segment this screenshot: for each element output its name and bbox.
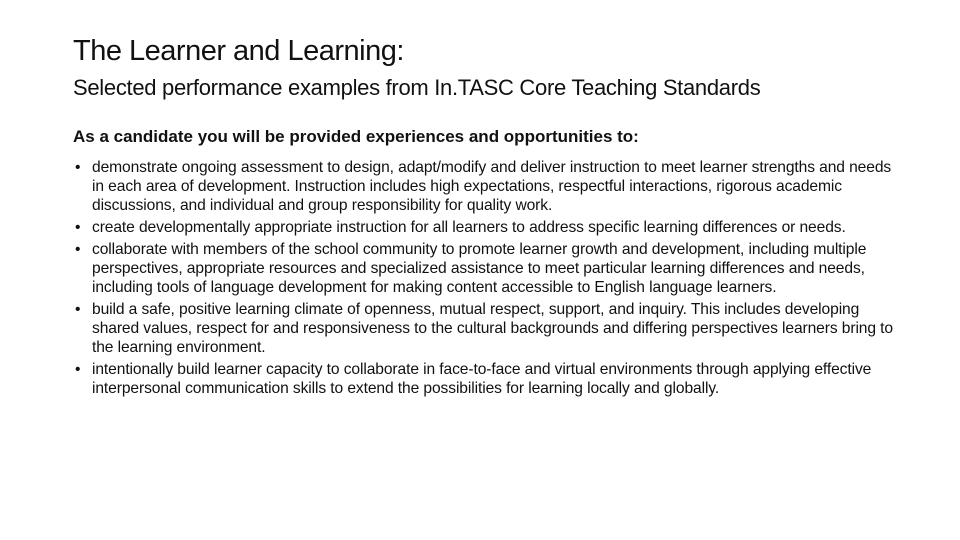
- bullet-item-assessment: [73, 158, 893, 215]
- slide-title: The Learner and Learning:: [73, 35, 404, 67]
- intro-text: As a candidate you will be provided experiences and opportunities to:: [73, 127, 639, 146]
- bullet-icon: •: [75, 241, 81, 258]
- bullet-icon: •: [75, 159, 81, 176]
- bullet-icon: •: [75, 219, 81, 236]
- bullet-text: build a safe, positive learning climate of openness, mutual respect, support, and inquiry. This includes developing shared values, respect for and responsiveness to the cultural backgrounds and differing perspectives learners bring to the learning environment.: [92, 301, 893, 356]
- bullet-text: intentionally build learner capacity to collaborate in face-to-face and virtual environments through applying effective interpersonal communication skills to extend the possibilities for learning locally and globally.: [92, 361, 872, 397]
- bullet-item-climate: [73, 300, 893, 357]
- bullet-icon: •: [75, 301, 81, 318]
- bullet-list: [73, 158, 893, 401]
- bullet-text: create developmentally appropriate instruction for all learners to address specific learning differences or needs.: [92, 219, 846, 236]
- slide-subtitle: Selected performance examples from In.TASC Core Teaching Standards: [73, 75, 761, 100]
- bullet-item-instruction: [73, 218, 893, 237]
- bullet-icon: •: [75, 361, 81, 378]
- bullet-item-capacity: [73, 360, 893, 398]
- bullet-text: demonstrate ongoing assessment to design, adapt/modify and deliver instruction to meet learner strengths and needs in each area of development. Instruction includes high expectations, respectful interactions, rigorous academic discussions, and individual and group responsibility for quality work.: [92, 159, 892, 214]
- bullet-item-collaborate: [73, 240, 893, 297]
- bullet-text: collaborate with members of the school community to promote learner growth and development, including multiple perspectives, appropriate resources and specialized assistance to meet particular learning differences and needs, including tools of language development for making content accessible to English language learners.: [92, 241, 867, 296]
